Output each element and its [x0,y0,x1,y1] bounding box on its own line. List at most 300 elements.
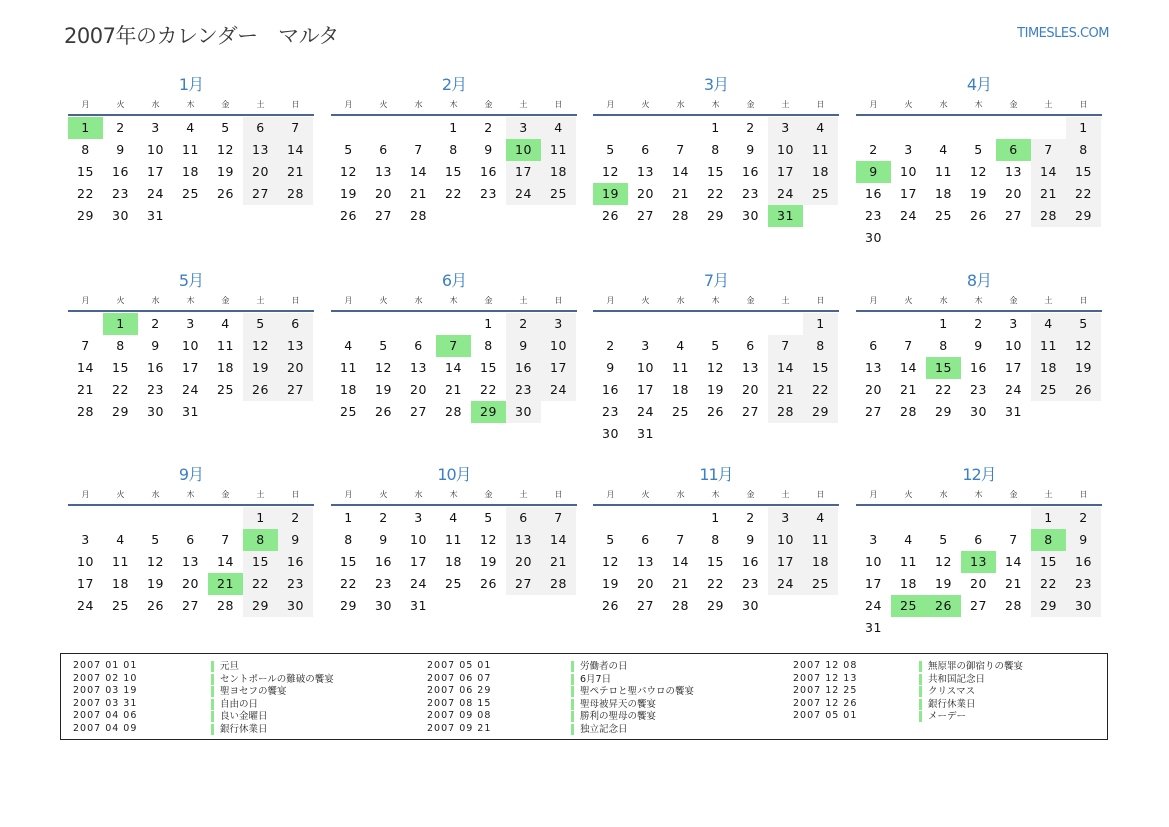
day-cell: 5 [151,532,160,547]
holiday-day-cell: 25 [891,595,926,617]
weekday-label: 水 [414,100,423,109]
weekday-label: 金 [484,100,493,109]
day-cell: 7 [676,532,685,547]
weekday-label: 金 [1009,490,1018,499]
day-cell: 2 [116,120,125,135]
weekday-label: 火 [379,490,388,499]
day-cell: 1 [484,316,493,331]
day-cell: 28 [217,598,234,613]
day-cell: 9 [746,532,755,547]
day-cell: 22 [803,379,838,401]
day-cell: 11 [182,142,199,157]
day-cell: 29 [935,404,952,419]
legend-date: 2007 05 01 [427,660,492,671]
day-cell: 30 [742,598,759,613]
weekday-label: 火 [116,296,125,305]
day-cell: 5 [974,142,983,157]
day-cell: 17 [147,164,164,179]
weekday-header [856,98,1102,112]
month-block [856,271,1102,423]
day-grid [593,507,839,617]
weekday-label: 日 [816,100,825,109]
day-cell: 3 [768,117,803,139]
day-cell: 4 [1031,313,1066,335]
day-cell: 21 [410,186,427,201]
day-cell: 4 [221,316,230,331]
day-cell: 17 [865,576,882,591]
weekday-header [68,488,314,502]
day-cell: 12 [243,335,278,357]
day-cell: 1 [939,316,948,331]
day-cell: 15 [707,164,724,179]
day-cell: 29 [707,598,724,613]
day-cell: 18 [935,186,952,201]
weekday-label: 日 [1079,490,1088,499]
day-cell: 8 [711,532,720,547]
day-cell: 27 [182,598,199,613]
day-cell: 30 [375,598,392,613]
day-cell: 11 [112,554,129,569]
day-cell: 23 [602,404,619,419]
day-cell: 8 [803,335,838,357]
day-cell: 31 [147,208,164,223]
day-cell: 16 [278,551,313,573]
day-cell: 23 [742,576,759,591]
header-rule [593,310,839,312]
legend-date: 2007 06 07 [427,672,492,684]
holiday-day-cell: 29 [471,401,506,423]
day-cell: 5 [344,142,353,157]
day-cell: 3 [506,117,541,139]
weekday-label: 水 [676,490,685,499]
day-cell: 25 [112,598,129,613]
day-cell: 9 [606,360,615,375]
day-cell: 23 [865,208,882,223]
weekday-label: 火 [379,296,388,305]
month-title: 12月 [962,465,996,484]
day-cell: 27 [410,404,427,419]
holiday-day-cell: 15 [926,357,961,379]
day-cell: 24 [541,379,576,401]
day-cell: 14 [77,360,94,375]
day-cell: 11 [803,529,838,551]
header-rule [68,504,314,506]
day-grid [68,313,314,423]
holiday-day-cell: 8 [243,529,278,551]
weekday-label: 土 [1044,296,1053,305]
day-cell: 22 [707,186,724,201]
day-cell: 24 [900,208,917,223]
day-cell: 1 [1031,507,1066,529]
day-cell: 23 [480,186,497,201]
day-cell: 13 [243,139,278,161]
day-cell: 4 [676,338,685,353]
month-block [593,465,839,617]
day-cell: 26 [602,598,619,613]
weekday-label: 木 [186,490,195,499]
day-cell: 6 [414,338,423,353]
day-cell: 24 [147,186,164,201]
weekday-label: 金 [746,100,755,109]
day-cell: 26 [602,208,619,223]
day-cell: 18 [340,382,357,397]
day-cell: 18 [112,576,129,591]
weekday-label: 火 [904,296,913,305]
header-rule [331,114,577,116]
weekday-label: 金 [221,490,230,499]
day-cell: 6 [506,507,541,529]
day-cell: 10 [768,529,803,551]
day-cell: 11 [1031,335,1066,357]
legend-holiday-name: 自由の日 [211,699,258,710]
day-cell: 9 [278,529,313,551]
weekday-label: 土 [781,100,790,109]
day-cell: 23 [970,382,987,397]
day-cell: 9 [484,142,493,157]
weekday-label: 日 [554,100,563,109]
legend-date: 2007 05 01 [793,710,858,721]
day-cell: 11 [340,360,357,375]
day-cell: 13 [1005,164,1022,179]
day-cell: 8 [344,532,353,547]
day-cell: 6 [974,532,983,547]
weekday-label: 水 [151,296,160,305]
day-cell: 9 [1066,529,1101,551]
month-title: 6月 [441,271,467,290]
legend-date: 2007 01 01 [73,660,138,671]
day-cell: 28 [900,404,917,419]
weekday-label: 金 [746,490,755,499]
day-cell: 20 [1005,186,1022,201]
day-cell: 26 [707,404,724,419]
day-grid [856,507,1102,639]
day-cell: 27 [506,573,541,595]
day-cell: 29 [707,208,724,223]
day-cell: 23 [742,186,759,201]
day-cell: 19 [375,382,392,397]
weekday-label: 火 [904,490,913,499]
legend-date: 2007 06 29 [427,685,492,696]
header-rule [68,114,314,116]
day-cell: 14 [768,357,803,379]
day-cell: 18 [672,382,689,397]
day-cell: 9 [151,338,160,353]
legend-date: 2007 09 21 [427,722,492,734]
weekday-label: 木 [974,490,983,499]
day-cell: 8 [116,338,125,353]
day-cell: 25 [672,404,689,419]
day-cell: 17 [1005,360,1022,375]
day-cell: 19 [935,576,952,591]
holiday-day-cell: 13 [961,551,996,573]
day-cell: 20 [865,382,882,397]
day-cell: 10 [77,554,94,569]
weekday-label: 月 [869,296,878,305]
day-cell: 28 [278,183,313,205]
day-cell: 7 [278,117,313,139]
day-cell: 7 [541,507,576,529]
day-cell: 30 [1066,595,1101,617]
day-cell: 27 [742,404,759,419]
day-cell: 15 [480,360,497,375]
day-cell: 10 [182,338,199,353]
day-cell: 25 [541,183,576,205]
day-cell: 27 [970,598,987,613]
day-cell: 5 [711,338,720,353]
day-cell: 3 [81,532,90,547]
day-cell: 15 [445,164,462,179]
weekday-label: 月 [344,490,353,499]
day-cell: 2 [606,338,615,353]
day-cell: 12 [147,554,164,569]
day-cell: 4 [803,507,838,529]
day-cell: 21 [445,382,462,397]
day-cell: 23 [112,186,129,201]
holiday-day-cell: 7 [436,335,471,357]
legend-date: 2007 03 19 [73,685,138,696]
weekday-label: 水 [939,296,948,305]
day-cell: 17 [182,360,199,375]
day-cell: 8 [484,338,493,353]
weekday-label: 月 [344,100,353,109]
day-cell: 16 [147,360,164,375]
day-cell: 19 [217,164,234,179]
day-cell: 7 [768,335,803,357]
day-cell: 10 [147,142,164,157]
day-cell: 2 [746,510,755,525]
weekday-label: 日 [554,490,563,499]
weekday-label: 金 [484,490,493,499]
legend-holiday-name: セントポールの難破の饗宴 [211,674,334,685]
day-cell: 24 [768,183,803,205]
day-cell: 11 [935,164,952,179]
day-cell: 16 [970,360,987,375]
day-cell: 14 [672,554,689,569]
day-cell: 12 [707,360,724,375]
day-cell: 21 [768,379,803,401]
day-cell: 15 [112,360,129,375]
day-cell: 27 [243,183,278,205]
day-cell: 29 [1031,595,1066,617]
weekday-label: 火 [641,490,650,499]
day-cell: 6 [746,338,755,353]
weekday-label: 土 [256,490,265,499]
day-cell: 6 [186,532,195,547]
weekday-label: 木 [449,100,458,109]
day-cell: 12 [602,164,619,179]
day-cell: 22 [243,573,278,595]
weekday-label: 火 [904,100,913,109]
day-cell: 1 [711,120,720,135]
day-cell: 19 [707,382,724,397]
day-cell: 9 [379,532,388,547]
month-block [68,271,314,423]
legend-holiday-name: 勝利の聖母の饗宴 [571,711,656,722]
day-cell: 7 [1009,532,1018,547]
day-cell: 2 [151,316,160,331]
day-cell: 29 [77,208,94,223]
month-block [331,271,577,423]
weekday-label: 水 [676,296,685,305]
day-cell: 19 [602,576,619,591]
day-cell: 28 [541,573,576,595]
day-cell: 6 [379,142,388,157]
day-cell: 14 [1031,161,1066,183]
weekday-header [593,294,839,308]
legend-holiday-name: 労働者の日 [571,661,628,672]
day-cell: 12 [217,142,234,157]
month-block [593,271,839,445]
day-cell: 27 [278,379,313,401]
day-cell: 11 [900,554,917,569]
weekday-label: 日 [554,296,563,305]
day-cell: 16 [742,164,759,179]
day-cell: 18 [445,554,462,569]
weekday-label: 水 [676,100,685,109]
day-grid [331,313,577,423]
weekday-label: 木 [186,100,195,109]
day-cell: 2 [379,510,388,525]
day-cell: 30 [970,404,987,419]
legend-date: 2007 12 25 [793,685,858,696]
day-cell: 24 [637,404,654,419]
day-cell: 8 [711,142,720,157]
legend-holiday-name: 良い金曜日 [211,711,268,722]
day-cell: 30 [278,595,313,617]
day-cell: 9 [746,142,755,157]
day-cell: 22 [935,382,952,397]
month-title: 2月 [441,75,467,94]
holiday-legend [60,653,1108,740]
day-cell: 5 [606,532,615,547]
weekday-label: 水 [151,490,160,499]
holiday-day-cell: 26 [926,595,961,617]
day-cell: 11 [541,139,576,161]
day-cell: 17 [768,161,803,183]
weekday-header [68,98,314,112]
day-cell: 21 [1031,183,1066,205]
day-cell: 29 [803,401,838,423]
holiday-day-cell: 21 [208,573,243,595]
day-cell: 30 [506,401,541,423]
day-cell: 26 [217,186,234,201]
day-cell: 22 [1031,573,1066,595]
day-cell: 20 [742,382,759,397]
day-cell: 13 [375,164,392,179]
legend-date: 2007 08 15 [427,697,492,709]
day-cell: 26 [1066,379,1101,401]
weekday-label: 日 [291,100,300,109]
day-cell: 27 [637,208,654,223]
day-cell: 24 [506,183,541,205]
day-cell: 16 [1066,551,1101,573]
day-cell: 13 [637,164,654,179]
day-cell: 12 [602,554,619,569]
day-cell: 17 [900,186,917,201]
month-title: 7月 [703,271,729,290]
header-rule [856,114,1102,116]
legend-holiday-name: クリスマス [919,686,975,697]
day-cell: 8 [1066,139,1101,161]
weekday-label: 金 [484,296,493,305]
day-cell: 7 [221,532,230,547]
day-cell: 2 [746,120,755,135]
day-cell: 20 [506,551,541,573]
day-cell: 27 [637,598,654,613]
month-block [68,75,314,227]
weekday-label: 月 [344,296,353,305]
header-rule [331,310,577,312]
day-cell: 3 [1009,316,1018,331]
month-title: 5月 [178,271,204,290]
day-cell: 10 [637,360,654,375]
day-cell: 5 [243,313,278,335]
weekday-label: 土 [256,100,265,109]
legend-holiday-name: 独立記念日 [571,724,628,735]
day-cell: 25 [935,208,952,223]
day-cell: 7 [1031,139,1066,161]
weekday-label: 木 [711,296,720,305]
day-cell: 9 [974,338,983,353]
weekday-label: 水 [151,100,160,109]
day-cell: 7 [904,338,913,353]
weekday-header [331,294,577,308]
day-grid [856,117,1102,249]
holiday-day-cell: 8 [1031,529,1066,551]
site-logo-link[interactable]: TIMESLES.COM [1017,26,1109,41]
day-cell: 31 [637,426,654,441]
day-cell: 14 [900,360,917,375]
day-cell: 24 [410,576,427,591]
page-title: 2007年のカレンダー マルタ [64,24,339,48]
weekday-label: 木 [449,490,458,499]
day-grid [68,117,314,227]
day-cell: 27 [1005,208,1022,223]
legend-holiday-name: 無原罪の御宿りの饗宴 [919,661,1023,672]
day-cell: 26 [970,208,987,223]
day-cell: 14 [217,554,234,569]
day-cell: 30 [112,208,129,223]
header-rule [856,310,1102,312]
day-cell: 12 [340,164,357,179]
day-cell: 7 [676,142,685,157]
legend-date: 2007 02 10 [73,672,138,684]
day-cell: 12 [970,164,987,179]
day-cell: 29 [340,598,357,613]
holiday-day-cell: 10 [506,139,541,161]
day-cell: 28 [1005,598,1022,613]
weekday-label: 水 [414,296,423,305]
day-cell: 3 [641,338,650,353]
header-rule [856,504,1102,506]
day-cell: 4 [116,532,125,547]
day-cell: 18 [182,164,199,179]
day-cell: 13 [182,554,199,569]
day-cell: 18 [803,161,838,183]
legend-date: 2007 12 26 [793,697,858,709]
day-cell: 20 [970,576,987,591]
day-cell: 28 [410,208,427,223]
month-block [331,465,577,617]
weekday-label: 木 [449,296,458,305]
day-cell: 25 [1031,379,1066,401]
day-cell: 15 [1031,551,1066,573]
day-cell: 16 [112,164,129,179]
day-cell: 8 [449,142,458,157]
legend-date: 2007 04 09 [73,722,138,734]
day-cell: 11 [672,360,689,375]
day-cell: 2 [869,142,878,157]
